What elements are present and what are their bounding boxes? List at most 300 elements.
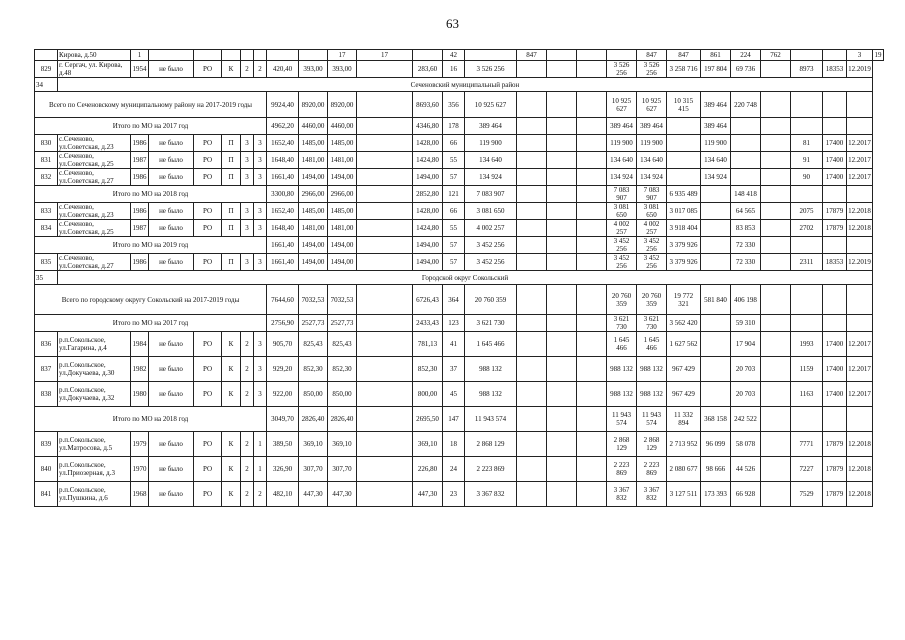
table-cell (761, 315, 791, 332)
table-cell (577, 169, 607, 186)
table-cell (701, 315, 731, 332)
table-cell: 3 379 926 (667, 254, 701, 271)
table-cell: П (222, 220, 241, 237)
table-cell: 307,70 (299, 457, 328, 482)
table-cell (357, 432, 413, 457)
row-number-cell: 840 (35, 457, 58, 482)
row-number-cell: 837 (35, 357, 58, 382)
table-cell: 7032,53 (299, 285, 328, 315)
table-cell: 967 429 (667, 382, 701, 407)
table-cell (465, 50, 517, 61)
table-cell: 1980 (131, 382, 149, 407)
table-cell: 852,30 (299, 357, 328, 382)
table-cell: 1986 (131, 135, 149, 152)
table-cell: 123 (443, 315, 465, 332)
table-cell (357, 357, 413, 382)
table-cell: 2527,73 (299, 315, 328, 332)
table-cell: 800,00 (413, 382, 443, 407)
address-cell: р.п.Сокольское, ул.Матросова, д.5 (58, 432, 131, 457)
table-cell (847, 407, 873, 432)
table-cell (517, 118, 547, 135)
table-cell: 8920,00 (328, 92, 357, 118)
table-cell (357, 118, 413, 135)
table-cell: 7529 (791, 482, 823, 507)
table-cell: РО (194, 254, 222, 271)
table-row (35, 482, 884, 507)
table-cell: 1494,00 (328, 237, 357, 254)
address-cell: с.Сеченово, ул.Советская, д.25 (58, 152, 131, 169)
table-cell: 23 (443, 482, 465, 507)
table-cell: К (222, 61, 241, 78)
table-cell (547, 357, 577, 382)
table-cell (577, 432, 607, 457)
table-cell: 1485,00 (299, 203, 328, 220)
table-cell: 4 002 257 (637, 220, 667, 237)
table-cell: 1968 (131, 482, 149, 507)
table-cell (701, 203, 731, 220)
table-cell: 148 418 (731, 186, 761, 203)
table-cell: 7 083 907 (465, 186, 517, 203)
table-cell: 825,43 (299, 332, 328, 357)
table-cell: 3 918 404 (667, 220, 701, 237)
table-cell (517, 237, 547, 254)
table-cell: 1993 (791, 332, 823, 357)
table-cell (607, 50, 637, 61)
table-cell: 72 330 (731, 254, 761, 271)
table-cell: 420,40 (267, 61, 299, 78)
table-cell: 9924,40 (267, 92, 299, 118)
table-cell: РО (194, 135, 222, 152)
section-title: Сеченовский муниципальный район (58, 78, 873, 92)
table-cell: 8920,00 (299, 92, 328, 118)
table-cell: не было (149, 169, 194, 186)
row-number-cell: 835 (35, 254, 58, 271)
table-cell: 12.2018 (847, 457, 873, 482)
table-cell (761, 357, 791, 382)
address-cell: с.Сеченово, ул.Советская, д.27 (58, 254, 131, 271)
table-cell: РО (194, 169, 222, 186)
table-cell: 83 853 (731, 220, 761, 237)
table-cell: 3 452 256 (607, 254, 637, 271)
table-cell: П (222, 169, 241, 186)
table-cell: 905,70 (267, 332, 299, 357)
table-cell (701, 382, 731, 407)
table-cell: 17879 (823, 482, 847, 507)
address-cell: с.Сеченово, ул.Советская, д.23 (58, 135, 131, 152)
table-cell: 3 621 730 (607, 315, 637, 332)
table-cell: 3 (241, 135, 254, 152)
table-cell: 2075 (791, 203, 823, 220)
table-cell: 3 (254, 382, 267, 407)
table-cell (577, 332, 607, 357)
table-cell: не было (149, 357, 194, 382)
table-cell (241, 50, 254, 61)
table-cell (149, 50, 194, 61)
table-cell: 11 332 894 (667, 407, 701, 432)
table-cell: 7 083 907 (607, 186, 637, 203)
table-cell (577, 237, 607, 254)
table-cell (357, 407, 413, 432)
row-number-cell: 829 (35, 61, 58, 78)
table-cell: 12.2018 (847, 432, 873, 457)
table-cell: 17879 (823, 457, 847, 482)
table-cell: 1485,00 (328, 135, 357, 152)
table-cell: 4346,80 (413, 118, 443, 135)
table-cell: 988 132 (607, 382, 637, 407)
table-cell (517, 92, 547, 118)
table-cell (577, 61, 607, 78)
table-cell: 17400 (823, 152, 847, 169)
summary-row (35, 315, 884, 332)
table-row (35, 357, 884, 382)
table-cell (701, 237, 731, 254)
table-cell: 988 132 (637, 357, 667, 382)
table-cell (823, 92, 847, 118)
table-cell (357, 152, 413, 169)
table-cell: 20 703 (731, 382, 761, 407)
table-cell: 1485,00 (328, 203, 357, 220)
table-cell (823, 118, 847, 135)
table-cell: 781,13 (413, 332, 443, 357)
table-cell: 18 (443, 432, 465, 457)
table-row (35, 457, 884, 482)
table-cell (667, 118, 701, 135)
table-cell: 3 017 085 (667, 203, 701, 220)
table-cell (761, 118, 791, 135)
address-cell: р.п.Сокольское, ул.Гагарина, д.4 (58, 332, 131, 357)
table-cell: 1494,00 (328, 169, 357, 186)
table-cell: П (222, 254, 241, 271)
table-cell: 12.2017 (847, 169, 873, 186)
table-cell: не было (149, 135, 194, 152)
summary-row (35, 186, 884, 203)
table-cell: 197 804 (701, 61, 731, 78)
table-cell (761, 432, 791, 457)
table-cell (517, 432, 547, 457)
table-cell: 6726,43 (413, 285, 443, 315)
table-cell (547, 315, 577, 332)
table-cell: К (222, 332, 241, 357)
summary-row (35, 407, 884, 432)
table-cell (547, 382, 577, 407)
table-cell: 42 (443, 50, 465, 61)
table-cell: 134 924 (637, 169, 667, 186)
table-cell: 447,30 (299, 482, 328, 507)
table-cell: 20 760 359 (607, 285, 637, 315)
table-cell: 967 429 (667, 357, 701, 382)
table-cell (731, 169, 761, 186)
table-cell: 1424,80 (413, 220, 443, 237)
table-cell: РО (194, 220, 222, 237)
table-cell (357, 285, 413, 315)
table-cell (357, 382, 413, 407)
table-cell (577, 152, 607, 169)
table-cell: 12.2017 (847, 135, 873, 152)
table-cell: П (222, 152, 241, 169)
table-cell: 134 640 (607, 152, 637, 169)
table-cell: 1494,00 (328, 254, 357, 271)
table-cell: 3 (254, 254, 267, 271)
table-cell: 178 (443, 118, 465, 135)
row-number-cell (35, 50, 58, 61)
table-cell: 226,80 (413, 457, 443, 482)
table-cell: 37 (443, 357, 465, 382)
table-cell: 393,00 (328, 61, 357, 78)
table-cell: 3049,70 (267, 407, 299, 432)
section-row (35, 271, 884, 285)
table-cell (761, 135, 791, 152)
table-cell (517, 457, 547, 482)
table-cell: 3 526 256 (465, 61, 517, 78)
table-cell (517, 285, 547, 315)
table-cell (517, 482, 547, 507)
table-row (35, 61, 884, 78)
table-cell: 1652,40 (267, 135, 299, 152)
table-cell: 2 (241, 482, 254, 507)
table-cell: 55 (443, 220, 465, 237)
table-cell: 7644,60 (267, 285, 299, 315)
table-cell: 364 (443, 285, 465, 315)
table-cell (357, 61, 413, 78)
table-cell (577, 357, 607, 382)
table-cell (701, 186, 731, 203)
table-row (35, 169, 884, 186)
table-cell: 1481,00 (328, 152, 357, 169)
table-cell: 10 315 415 (667, 92, 701, 118)
table-cell: 3 452 256 (637, 237, 667, 254)
table-cell: 134 924 (465, 169, 517, 186)
table-cell: 3 (254, 135, 267, 152)
table-cell: 10 925 627 (607, 92, 637, 118)
housing-register-table (34, 49, 884, 507)
summary-label: Итого по МО на 2017 год (35, 118, 267, 135)
table-cell (577, 482, 607, 507)
table-cell (791, 315, 823, 332)
table-cell (577, 203, 607, 220)
table-cell: 3 (847, 50, 873, 61)
table-cell: 119 900 (701, 135, 731, 152)
table-cell: 389 464 (465, 118, 517, 135)
table-cell: 16 (443, 61, 465, 78)
table-cell: 8693,60 (413, 92, 443, 118)
table-cell (357, 332, 413, 357)
table-cell: 3 (241, 152, 254, 169)
table-cell (791, 285, 823, 315)
table-cell: не было (149, 203, 194, 220)
table-cell: 389 464 (607, 118, 637, 135)
table-cell (357, 186, 413, 203)
table-cell: 1987 (131, 220, 149, 237)
table-cell: 3 258 716 (667, 61, 701, 78)
table-cell: 1494,00 (413, 254, 443, 271)
table-cell (547, 220, 577, 237)
table-cell: 1 (254, 457, 267, 482)
table-cell: 847 (637, 50, 667, 61)
table-cell (577, 92, 607, 118)
table-cell (791, 118, 823, 135)
table-cell: 17400 (823, 357, 847, 382)
summary-row (35, 285, 884, 315)
table-cell: 90 (791, 169, 823, 186)
table-cell (667, 169, 701, 186)
table-cell (761, 332, 791, 357)
table-cell: 20 760 359 (637, 285, 667, 315)
table-cell (547, 254, 577, 271)
table-cell: 988 132 (637, 382, 667, 407)
table-row (35, 152, 884, 169)
table-cell: не было (149, 152, 194, 169)
table-cell (823, 285, 847, 315)
table-cell: П (222, 135, 241, 152)
table-cell (761, 407, 791, 432)
table-cell: 1986 (131, 169, 149, 186)
table-cell: 847 (517, 50, 547, 61)
address-cell: р.п.Сокольское, ул.Докучаева, д.32 (58, 382, 131, 407)
row-number-cell: 839 (35, 432, 58, 457)
table-cell: 326,90 (267, 457, 299, 482)
table-cell: 1428,00 (413, 203, 443, 220)
table-cell: 3 (241, 220, 254, 237)
table-cell (731, 135, 761, 152)
summary-label: Итого по МО на 2019 год (35, 237, 267, 254)
table-cell (357, 237, 413, 254)
table-cell (577, 50, 607, 61)
table-cell: 1661,40 (267, 237, 299, 254)
table-cell: 2 868 129 (607, 432, 637, 457)
table-cell: 11 943 574 (607, 407, 637, 432)
summary-row (35, 118, 884, 135)
table-cell: 369,10 (299, 432, 328, 457)
table-cell: 224 (731, 50, 761, 61)
table-cell: 19 772 321 (667, 285, 701, 315)
table-cell: 1652,40 (267, 203, 299, 220)
table-cell (823, 315, 847, 332)
row-number-cell: 832 (35, 169, 58, 186)
table-cell: 11 943 574 (465, 407, 517, 432)
table-cell: 389 464 (701, 92, 731, 118)
table-cell: 2702 (791, 220, 823, 237)
table-cell: 2 (254, 61, 267, 78)
table-cell: 3 367 832 (465, 482, 517, 507)
table-cell (761, 285, 791, 315)
table-cell (547, 61, 577, 78)
table-cell: 134 640 (465, 152, 517, 169)
table-cell: 2756,90 (267, 315, 299, 332)
summary-label: Всего по городскому округу Сокольский на 2017-2019 годы (35, 285, 267, 315)
table-cell: 3 (241, 169, 254, 186)
table-cell: 307,70 (328, 457, 357, 482)
table-cell: 406 198 (731, 285, 761, 315)
section-title: Городской округ Сокольский (58, 271, 873, 285)
table-cell: 134 924 (607, 169, 637, 186)
row-number-cell: 834 (35, 220, 58, 237)
table-cell (847, 315, 873, 332)
table-cell: 66 928 (731, 482, 761, 507)
table-cell: РО (194, 432, 222, 457)
table-cell: 119 900 (607, 135, 637, 152)
table-cell: 2695,50 (413, 407, 443, 432)
table-cell: не было (149, 432, 194, 457)
table-cell: 2 713 952 (667, 432, 701, 457)
table-cell: 369,10 (328, 432, 357, 457)
table-cell: 59 310 (731, 315, 761, 332)
table-cell: 1987 (131, 152, 149, 169)
table-cell (847, 186, 873, 203)
table-cell: 41 (443, 332, 465, 357)
table-cell: 922,00 (267, 382, 299, 407)
table-cell (701, 357, 731, 382)
table-cell (547, 432, 577, 457)
table-cell: 3 379 926 (667, 237, 701, 254)
table-cell (547, 92, 577, 118)
table-cell: 4962,20 (267, 118, 299, 135)
table-cell: 1970 (131, 457, 149, 482)
table-cell (761, 237, 791, 254)
table-cell (547, 332, 577, 357)
table-cell (577, 285, 607, 315)
table-cell: 1424,80 (413, 152, 443, 169)
table-cell: 72 330 (731, 237, 761, 254)
table-cell: 1954 (131, 61, 149, 78)
summary-row (35, 92, 884, 118)
table-cell: К (222, 482, 241, 507)
table-cell: 1986 (131, 254, 149, 271)
table-cell (761, 61, 791, 78)
table-cell: 988 132 (465, 357, 517, 382)
table-cell: 12.2017 (847, 332, 873, 357)
table-cell: 1984 (131, 332, 149, 357)
table-cell: К (222, 457, 241, 482)
table-cell: 447,30 (413, 482, 443, 507)
table-cell: 66 (443, 203, 465, 220)
table-cell: 2852,80 (413, 186, 443, 203)
table-cell (254, 50, 267, 61)
table-cell: РО (194, 457, 222, 482)
table-cell: 98 666 (701, 457, 731, 482)
table-cell: 929,20 (267, 357, 299, 382)
table-cell: 2 (241, 61, 254, 78)
table-cell: 2 (241, 332, 254, 357)
table-cell: 96 099 (701, 432, 731, 457)
table-cell: 852,30 (328, 357, 357, 382)
table-cell: 57 (443, 237, 465, 254)
table-cell (517, 382, 547, 407)
table-cell: 2 080 677 (667, 457, 701, 482)
table-cell (577, 135, 607, 152)
table-cell: 3 (254, 332, 267, 357)
table-cell (357, 203, 413, 220)
table-cell (547, 237, 577, 254)
table-cell (194, 50, 222, 61)
table-cell (577, 382, 607, 407)
table-cell: 17400 (823, 332, 847, 357)
table-cell: 283,60 (413, 61, 443, 78)
table-cell: 3 (254, 152, 267, 169)
table-cell: 1 645 466 (465, 332, 517, 357)
table-cell: не было (149, 382, 194, 407)
table-cell: 2 223 869 (607, 457, 637, 482)
section-number: 34 (35, 78, 58, 92)
table-cell (547, 457, 577, 482)
table-cell: 4460,00 (299, 118, 328, 135)
table-cell: 3 081 650 (637, 203, 667, 220)
table-cell: 1 645 466 (607, 332, 637, 357)
table-row (35, 432, 884, 457)
table-cell (823, 50, 847, 61)
row-number-cell: 841 (35, 482, 58, 507)
table-cell: 3 526 256 (637, 61, 667, 78)
table-cell: 20 760 359 (465, 285, 517, 315)
